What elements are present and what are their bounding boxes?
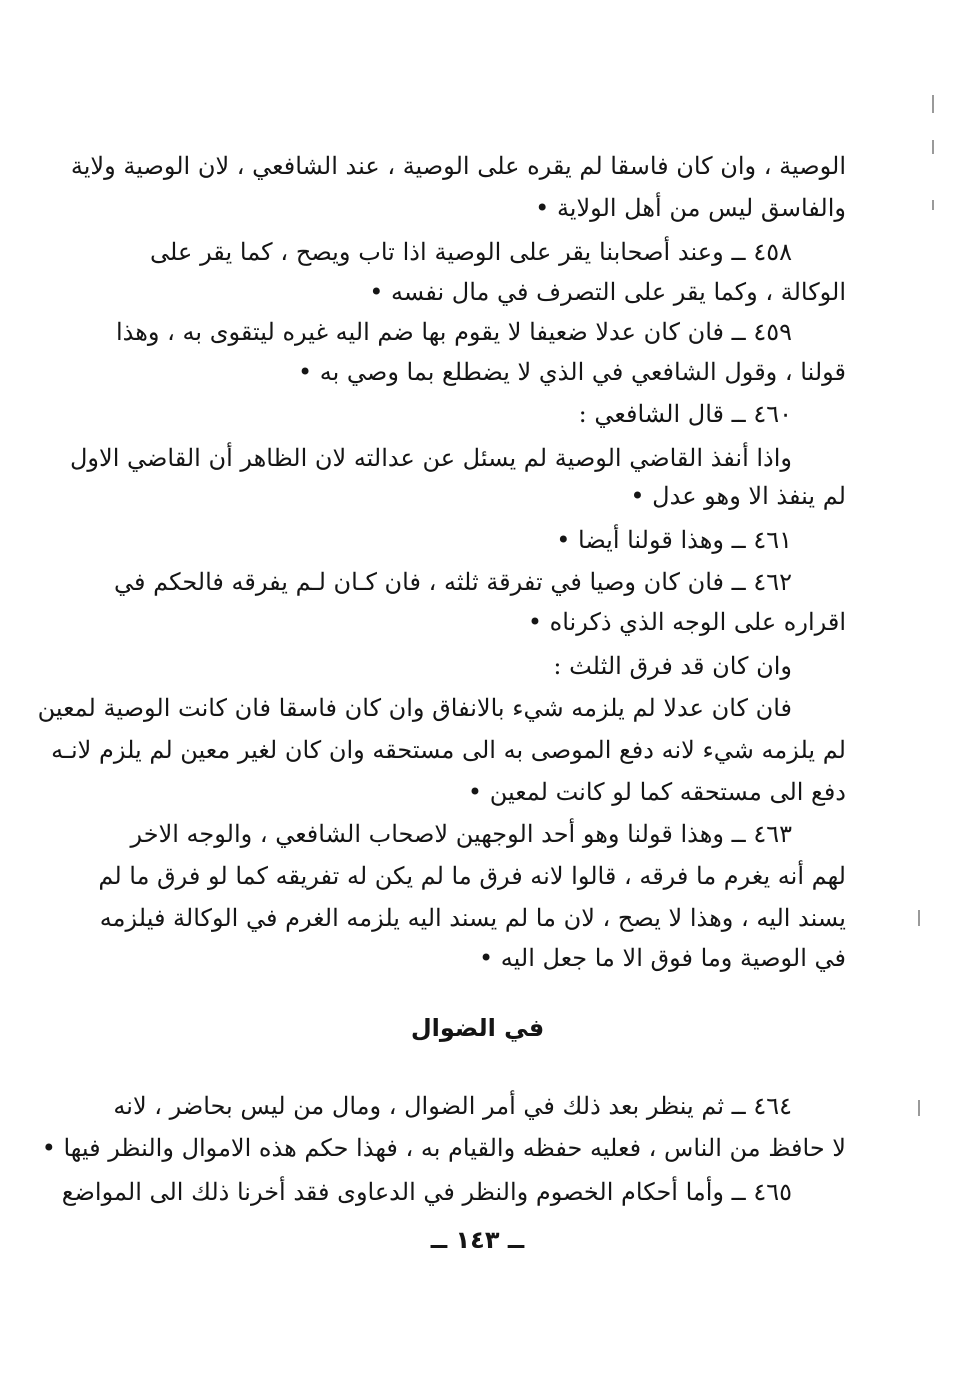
text-line: ٤٦٣ ــ وهذا قولنا وهو أحد الوجهين لاصحاب الشافعي ، والوجه الاخر bbox=[130, 820, 792, 848]
page-number: ــ ١٤٣ ــ bbox=[430, 1226, 525, 1254]
text-line: ٤٦٠ ــ قال الشافعي : bbox=[578, 400, 792, 428]
scan-margin-mark bbox=[932, 95, 934, 113]
text-line: ٤٦١ ــ وهذا قولنا أيضا • bbox=[556, 526, 792, 554]
text-line: وان كان قد فرق الثلث : bbox=[553, 652, 792, 680]
scan-margin-mark bbox=[918, 910, 920, 926]
text-line: ٤٥٨ ــ وعند أصحابنا يقر على الوصية اذا تاب ويصح ، كما يقر على bbox=[150, 238, 792, 266]
text-line: الوكالة ، وكما يقر على التصرف في مال نفسه • bbox=[369, 278, 846, 306]
text-line: الوصية ، وان كان فاسقا لم يقره على الوصية ، عند الشافعي ، لان الوصية ولاية bbox=[70, 152, 846, 180]
text-line: في الوصية وما فوق الا ما جعل اليه • bbox=[479, 944, 846, 972]
scan-margin-mark bbox=[918, 1100, 920, 1116]
text-line: يسند اليه ، وهذا لا يصح ، لان ما لم يسند اليه يلزمه الغرم في الوكالة فيلزمه bbox=[99, 904, 846, 932]
text-line: فان كان عدلا لم يلزمه شيء بالانفاق وان كان فاسقا فان كانت الوصية لمعين bbox=[37, 694, 792, 722]
text-line: ٤٥٩ ــ فان كان عدلا ضعيفا لا يقوم بها ضم اليه غيره ليتقوى به ، وهذا bbox=[116, 318, 792, 346]
body-text-top bbox=[37, 150, 846, 980]
text-line: ٤٦٢ ــ فان كان وصيا في تفرقة ثلثه ، فان كـان لـم يفرقه فالحكم في bbox=[113, 568, 792, 596]
text-line: اقراره على الوجه الذي ذكرناه • bbox=[527, 608, 846, 636]
scan-margin-mark bbox=[932, 140, 934, 154]
text-line: لم يلزمه شيء لانه دفع الموصى به الى مستحقه وان كان لغير معين لم يلزم لانـه bbox=[51, 736, 846, 764]
text-line: والفاسق ليس من أهل الولاية • bbox=[535, 194, 846, 222]
text-line: لهم أنه يغرم ما فرقه ، قالوا لانه فرق ما لم يكن له تفريقه كما لو فرق ما لم bbox=[98, 862, 846, 890]
text-line: ٤٦٤ ــ ثم ينظر بعد ذلك في أمر الضوال ، ومال من ليس بحاضر ، لانه bbox=[113, 1092, 792, 1120]
body-text-bottom bbox=[41, 1090, 846, 1220]
text-line: دفع الى مستحقه كما لو كانت لمعين • bbox=[467, 778, 846, 806]
text-line: واذا أنفذ القاضي الوصية لم يسئل عن عدالته لان الظاهر أن القاضي الاول bbox=[69, 444, 792, 472]
text-line: قولنا ، وقول الشافعي في الذي لا يضطلع بما وصي به • bbox=[297, 358, 846, 386]
text-line: ٤٦٥ ــ وأما أحكام الخصوم والنظر في الدعاوى فقد أخرنا ذلك الى المواضع bbox=[61, 1178, 792, 1206]
scan-margin-mark bbox=[932, 200, 934, 210]
section-heading: في الضوال bbox=[410, 1014, 545, 1042]
text-line: لم ينفذ الا وهو عدل • bbox=[630, 482, 846, 510]
text-line: لا حافظ من الناس ، فعليه حفظه والقيام به ، فهذا حكم هذه الاموال والنظر فيها • bbox=[41, 1134, 846, 1162]
